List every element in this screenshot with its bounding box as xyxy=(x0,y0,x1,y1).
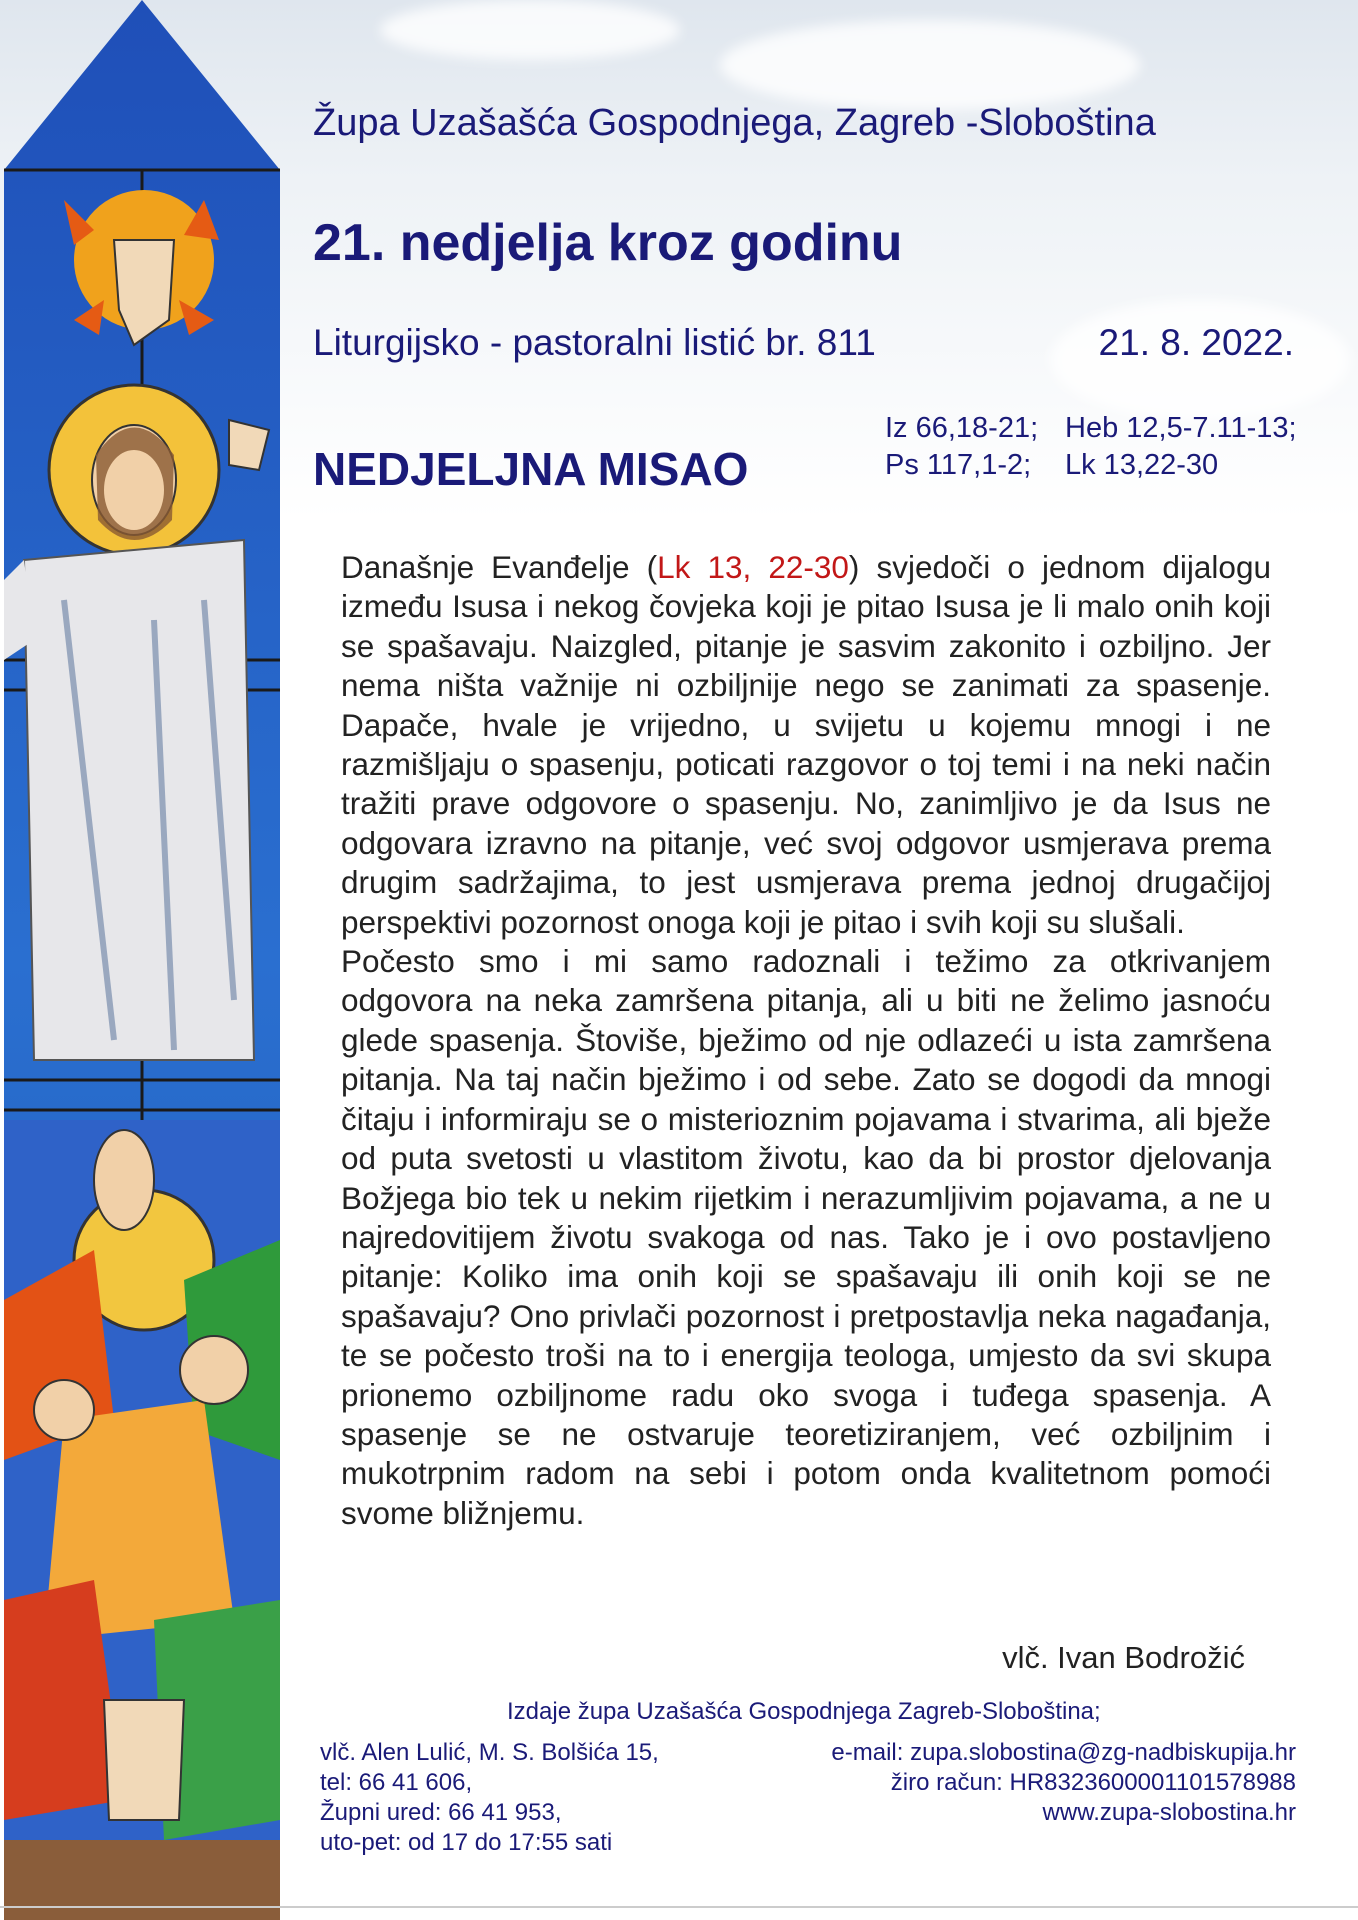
footer-hours: uto-pet: od 17 do 17:55 sati xyxy=(320,1829,613,1856)
bulletin-date: 21. 8. 2022. xyxy=(1098,322,1294,363)
footer-email: e-mail: zupa.slobostina@zg-nadbiskupija.hr xyxy=(831,1739,1296,1766)
paragraph-text: Današnje Evanđelje ( xyxy=(341,549,658,585)
footer-office-phone: Župni ured: 66 41 953, xyxy=(320,1799,562,1826)
paragraph-text: ) svjedoči o jednom dijalogu između Isusa i nekog čovjeka koji je pitao Isusa je li malo onih koji se spašavaju. Naizgled, pitanje je sasvim zakonito i ozbiljno. Jer nema ništa važnije ni ozbiljnije nego se zanimati za spasenje. Dapače, hvale je vrijedno, u svijetu u kojemu mnogi i ne razmišljaju o spasenju, poticati razgovor o toj temi i na neki način tražiti prave odgovore o spasenju. No, zanimljivo je da Isus ne odgovara izravno na pitanje, već svoj odgovor usmjerava prema drugim sadržajima, to jest usmjerava prema jednoj drugačijoj perspektivi pozornost onoga koji je pitao i svih koji su slušali. xyxy=(341,549,1271,940)
footer-address: vlč. Alen Lulić, M. S. Bolšića 15, xyxy=(320,1739,659,1766)
parish-name: Župa Uzašašća Gospodnjega, Zagreb -Sloboština xyxy=(313,102,1156,144)
reading-2: Heb 12,5-7.11-13; xyxy=(1065,412,1297,444)
scripture-readings xyxy=(885,410,1297,484)
bottom-divider xyxy=(0,1906,1358,1908)
reading-1: Iz 66,18-21; xyxy=(885,412,1039,444)
footer-website: www.zupa-slobostina.hr xyxy=(1042,1799,1296,1826)
bulletin-number: Liturgijsko - pastoralni listić br. 811 xyxy=(313,322,876,363)
reading-3: Ps 117,1-2; xyxy=(885,449,1032,481)
article-body xyxy=(341,548,1271,1533)
article-paragraph-2: Počesto smo i mi samo radoznali i težimo za otkrivanjem odgovora na neka zamršena pitanja, ali u biti ne želimo jasnoću glede spasenja. Štoviše, bježimo od nje odlazeći u ista zamršena pitanja. Na taj način bježimo i od sebe. Zato se dogodi da mnogi čitaju i informiraju se o misterioznim pojavama i stvarima, ali bježe od puta svetosti u vlastitom životu, kao da bi prostor djelovanja Božjega bio tek u nekim rijetkim i nerazumljivim pojavama, a ne u najredovitijem životu svakoga od nas. Tako je i ovo postavljeno pitanje: Koliko ima onih koji se spašavaju ili onih koji se ne spašavaju? Ono privlači pozornost i pretpostavlja neka nagađanja, te se počesto troši na to i energija teologa, umjesto da svi skupa prionemo ozbiljnome radu oko svoga i tuđega spasenja. A spasenje se ne ostvaruje teoretiziranjem, već ozbiljnim i mukotrpnim radom na sebi i potom onda kvalitetnom pomoći svome bližnjemu. xyxy=(341,943,1271,1531)
footer-phone: tel: 66 41 606, xyxy=(320,1769,473,1796)
footer-bank-account: žiro račun: HR8323600001101578988 xyxy=(890,1769,1296,1796)
author-signature: vlč. Ivan Bodrožić xyxy=(1002,1640,1245,1675)
page-title: 21. nedjelja kroz godinu xyxy=(313,214,903,272)
section-heading: NEDJELJNA MISAO xyxy=(313,443,749,495)
publisher-line: Izdaje župa Uzašašća Gospodnjega Zagreb-Sloboština; xyxy=(507,1698,1101,1725)
stained-glass-window-image xyxy=(4,0,280,1920)
reading-4: Lk 13,22-30 xyxy=(1065,449,1219,481)
gospel-reference: Lk 13, 22-30 xyxy=(657,549,849,585)
footer-contact-left xyxy=(320,1738,659,1858)
footer-contact-right xyxy=(831,1738,1296,1828)
article-paragraph-1 xyxy=(341,548,1271,942)
